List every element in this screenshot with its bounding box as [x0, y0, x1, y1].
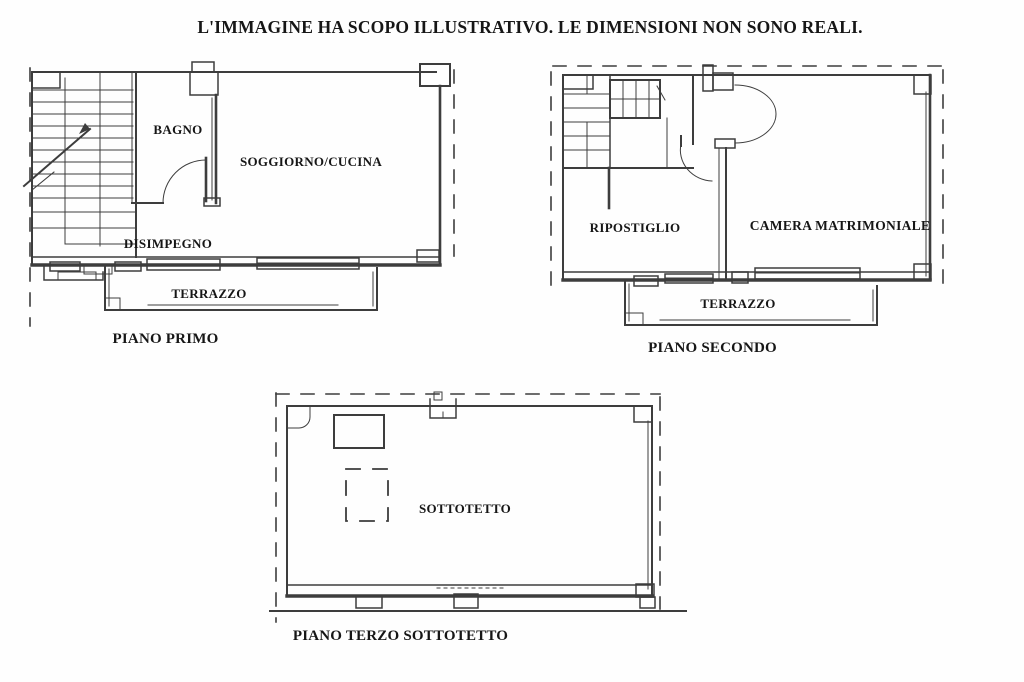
- door-swing-arcs: [680, 85, 776, 280]
- staircase: [563, 75, 693, 208]
- room-label-camera-matrimoniale: CAMERA MATRIMONIALE: [749, 218, 931, 233]
- bottom-windows: [634, 268, 860, 286]
- door-swing-arc: [163, 160, 206, 203]
- bagno-walls-and-door: [132, 95, 220, 206]
- stair-direction-arrow: [79, 123, 90, 134]
- disclaimer-title: L'IMMAGINE HA SCOPO ILLUSTRATIVO. LE DIMENSIONI NON SONO REALI.: [197, 17, 863, 37]
- room-label-ripostiglio: RIPOSTIGLIO: [589, 220, 681, 235]
- room-label-terrazzo-primo: TERRAZZO: [171, 286, 247, 301]
- plan-drawing-piano-terzo: [262, 385, 702, 635]
- room-label-soggiorno-cucina: SOGGIORNO/CUCINA: [239, 154, 383, 169]
- staircase: [24, 72, 136, 257]
- caption-piano-secondo: PIANO SECONDO: [648, 340, 777, 356]
- room-label-bagno: BAGNO: [153, 122, 203, 137]
- room-label-sottotetto: SOTTOTETTO: [418, 501, 512, 516]
- caption-piano-primo: PIANO PRIMO: [112, 331, 219, 347]
- plan-drawing-piano-primo: [8, 58, 463, 336]
- room-label-disimpegno: DISIMPEGNO: [123, 236, 213, 251]
- caption-piano-terzo: PIANO TERZO SOTTOTETTO: [292, 628, 509, 644]
- plan-drawing-piano-secondo: [545, 60, 955, 338]
- chimney-block: [334, 415, 384, 448]
- room-label-terrazzo-secondo: TERRAZZO: [700, 296, 776, 311]
- roof-opening-dashed-square: [346, 469, 388, 521]
- chimney-block: [703, 65, 733, 91]
- outer-walls: [563, 75, 931, 280]
- bottom-windows: [356, 588, 507, 608]
